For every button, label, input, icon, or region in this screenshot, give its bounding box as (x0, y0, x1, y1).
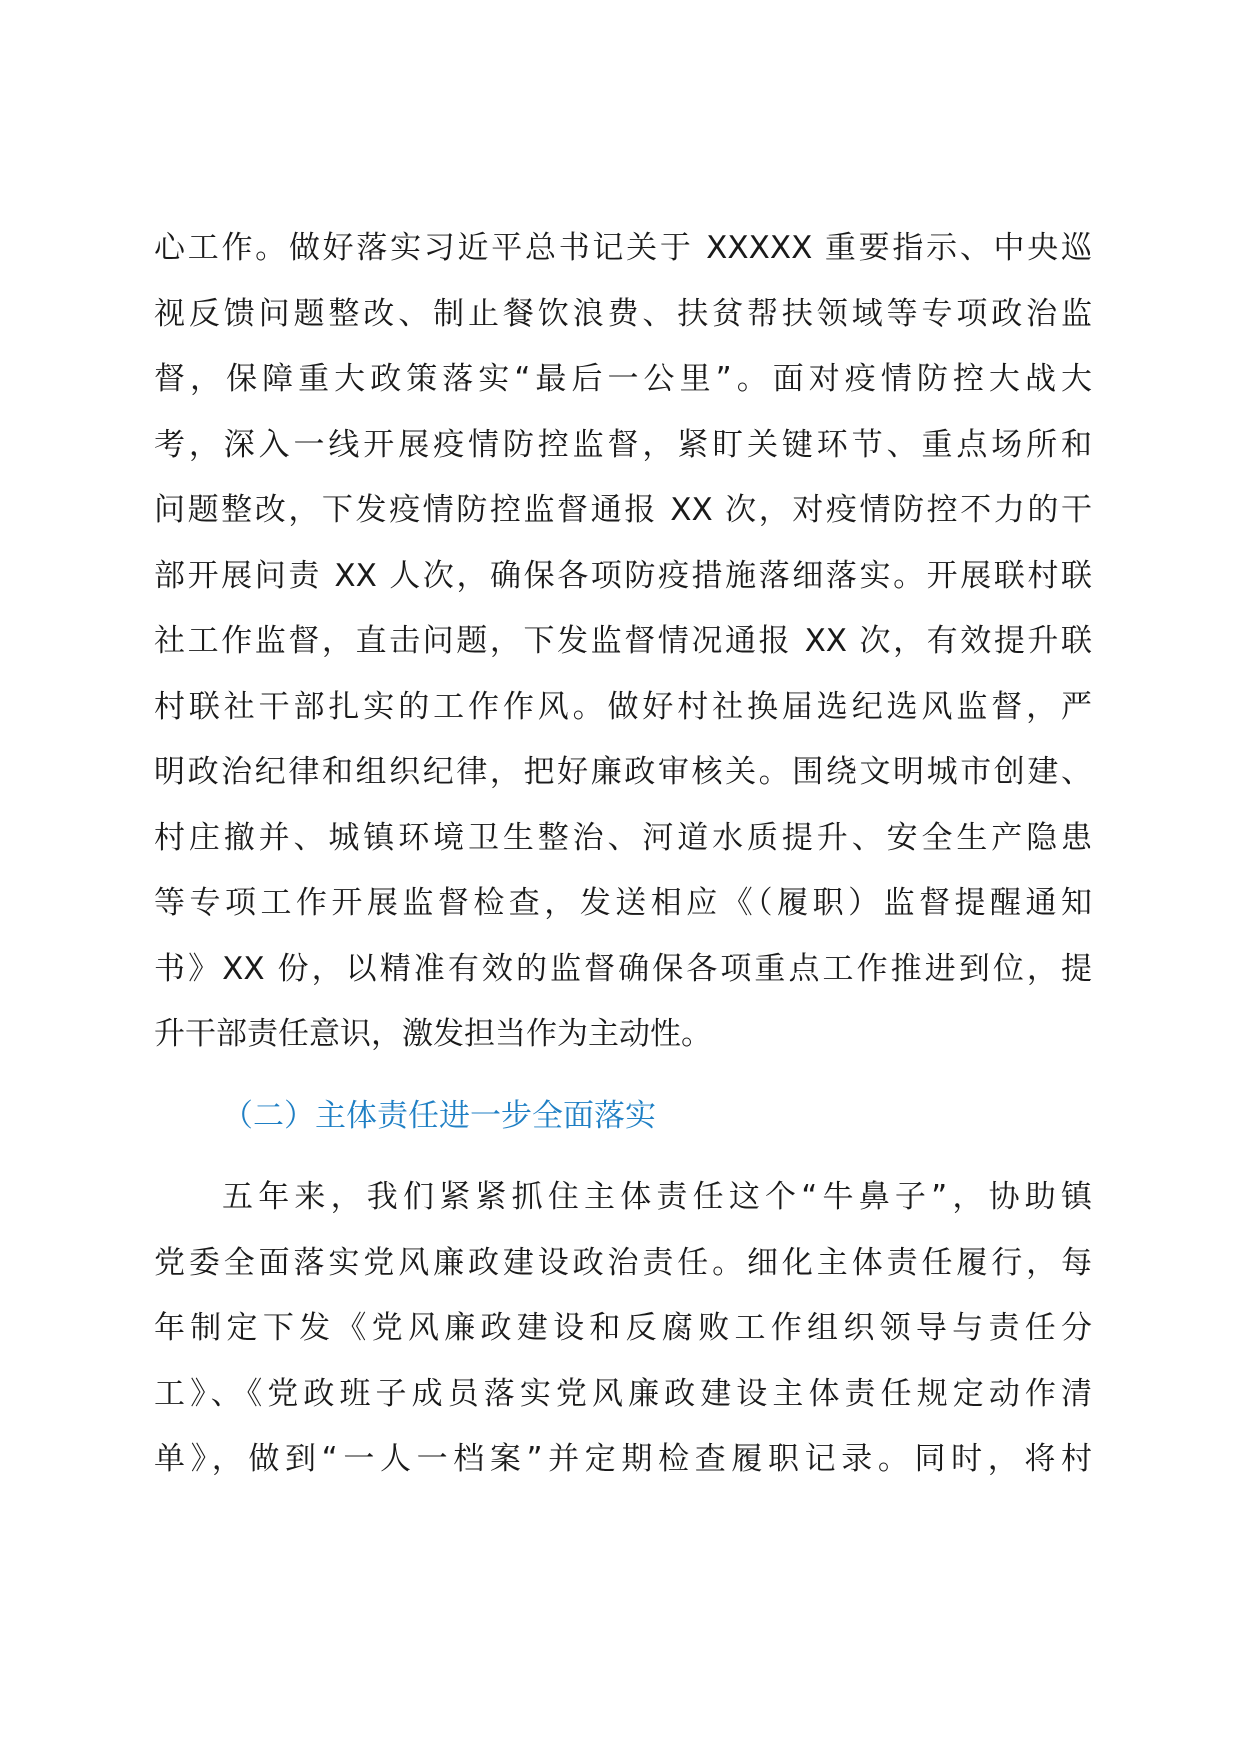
document-body (154, 216, 1092, 1493)
text-line: 党委全面落实党风廉政建设政治责任。细化主体责任履行，每 (154, 1244, 1092, 1281)
text-line: 社工作监督，直击问题，下发监督情况通报 XX 次，有效提升联 (154, 623, 1092, 659)
text-line: 升干部责任意识，激发担当作为主动性。 (154, 1016, 712, 1052)
section-heading: （二）主体责任进一步全面落实 (222, 1097, 656, 1134)
text-line: 工》、《党政班子成员落实党风廉政建设主体责任规定动作清 (154, 1375, 1092, 1412)
text-line: 村庄撤并、城镇环境卫生整治、河道水质提升、安全生产隐患 (154, 819, 1092, 856)
paragraph-main-responsibility (154, 1165, 1092, 1493)
paragraph-continued (154, 216, 1092, 1068)
text-line: 问题整改，下发疫情防控监督通报 XX 次，对疫情防控不力的干 (154, 492, 1092, 528)
text-line: 等专项工作开展监督检查，发送相应《（履职）监督提醒通知 (154, 885, 1092, 921)
text-line: 心工作。做好落实习近平总书记关于 XXXXX 重要指示、中央巡 (154, 230, 1092, 266)
text-line: 考，深入一线开展疫情防控监督，紧盯关键环节、重点场所和 (154, 426, 1092, 463)
text-line: 视反馈问题整改、制止餐饮浪费、扶贫帮扶领域等专项政治监 (154, 295, 1092, 332)
text-line: 五年来，我们紧紧抓住主体责任这个“牛鼻子”，协助镇 (222, 1179, 1092, 1215)
text-line: 书》XX 份，以精准有效的监督确保各项重点工作推进到位，提 (154, 950, 1092, 987)
text-line: 部开展问责 XX 人次，确保各项防疫措施落细落实。开展联村联 (154, 557, 1092, 594)
text-line: 年制定下发《党风廉政建设和反腐败工作组织领导与责任分 (154, 1310, 1092, 1346)
text-line: 明政治纪律和组织纪律，把好廉政审核关。围绕文明城市创建、 (154, 754, 1092, 790)
text-line: 村联社干部扎实的工作作风。做好村社换届选纪选风监督，严 (154, 688, 1092, 725)
text-line: 单》，做到“一人一档案”并定期检查履职记录。同时，将村 (154, 1441, 1092, 1477)
text-line: 督，保障重大政策落实“最后一公里”。面对疫情防控大战大 (154, 361, 1092, 397)
